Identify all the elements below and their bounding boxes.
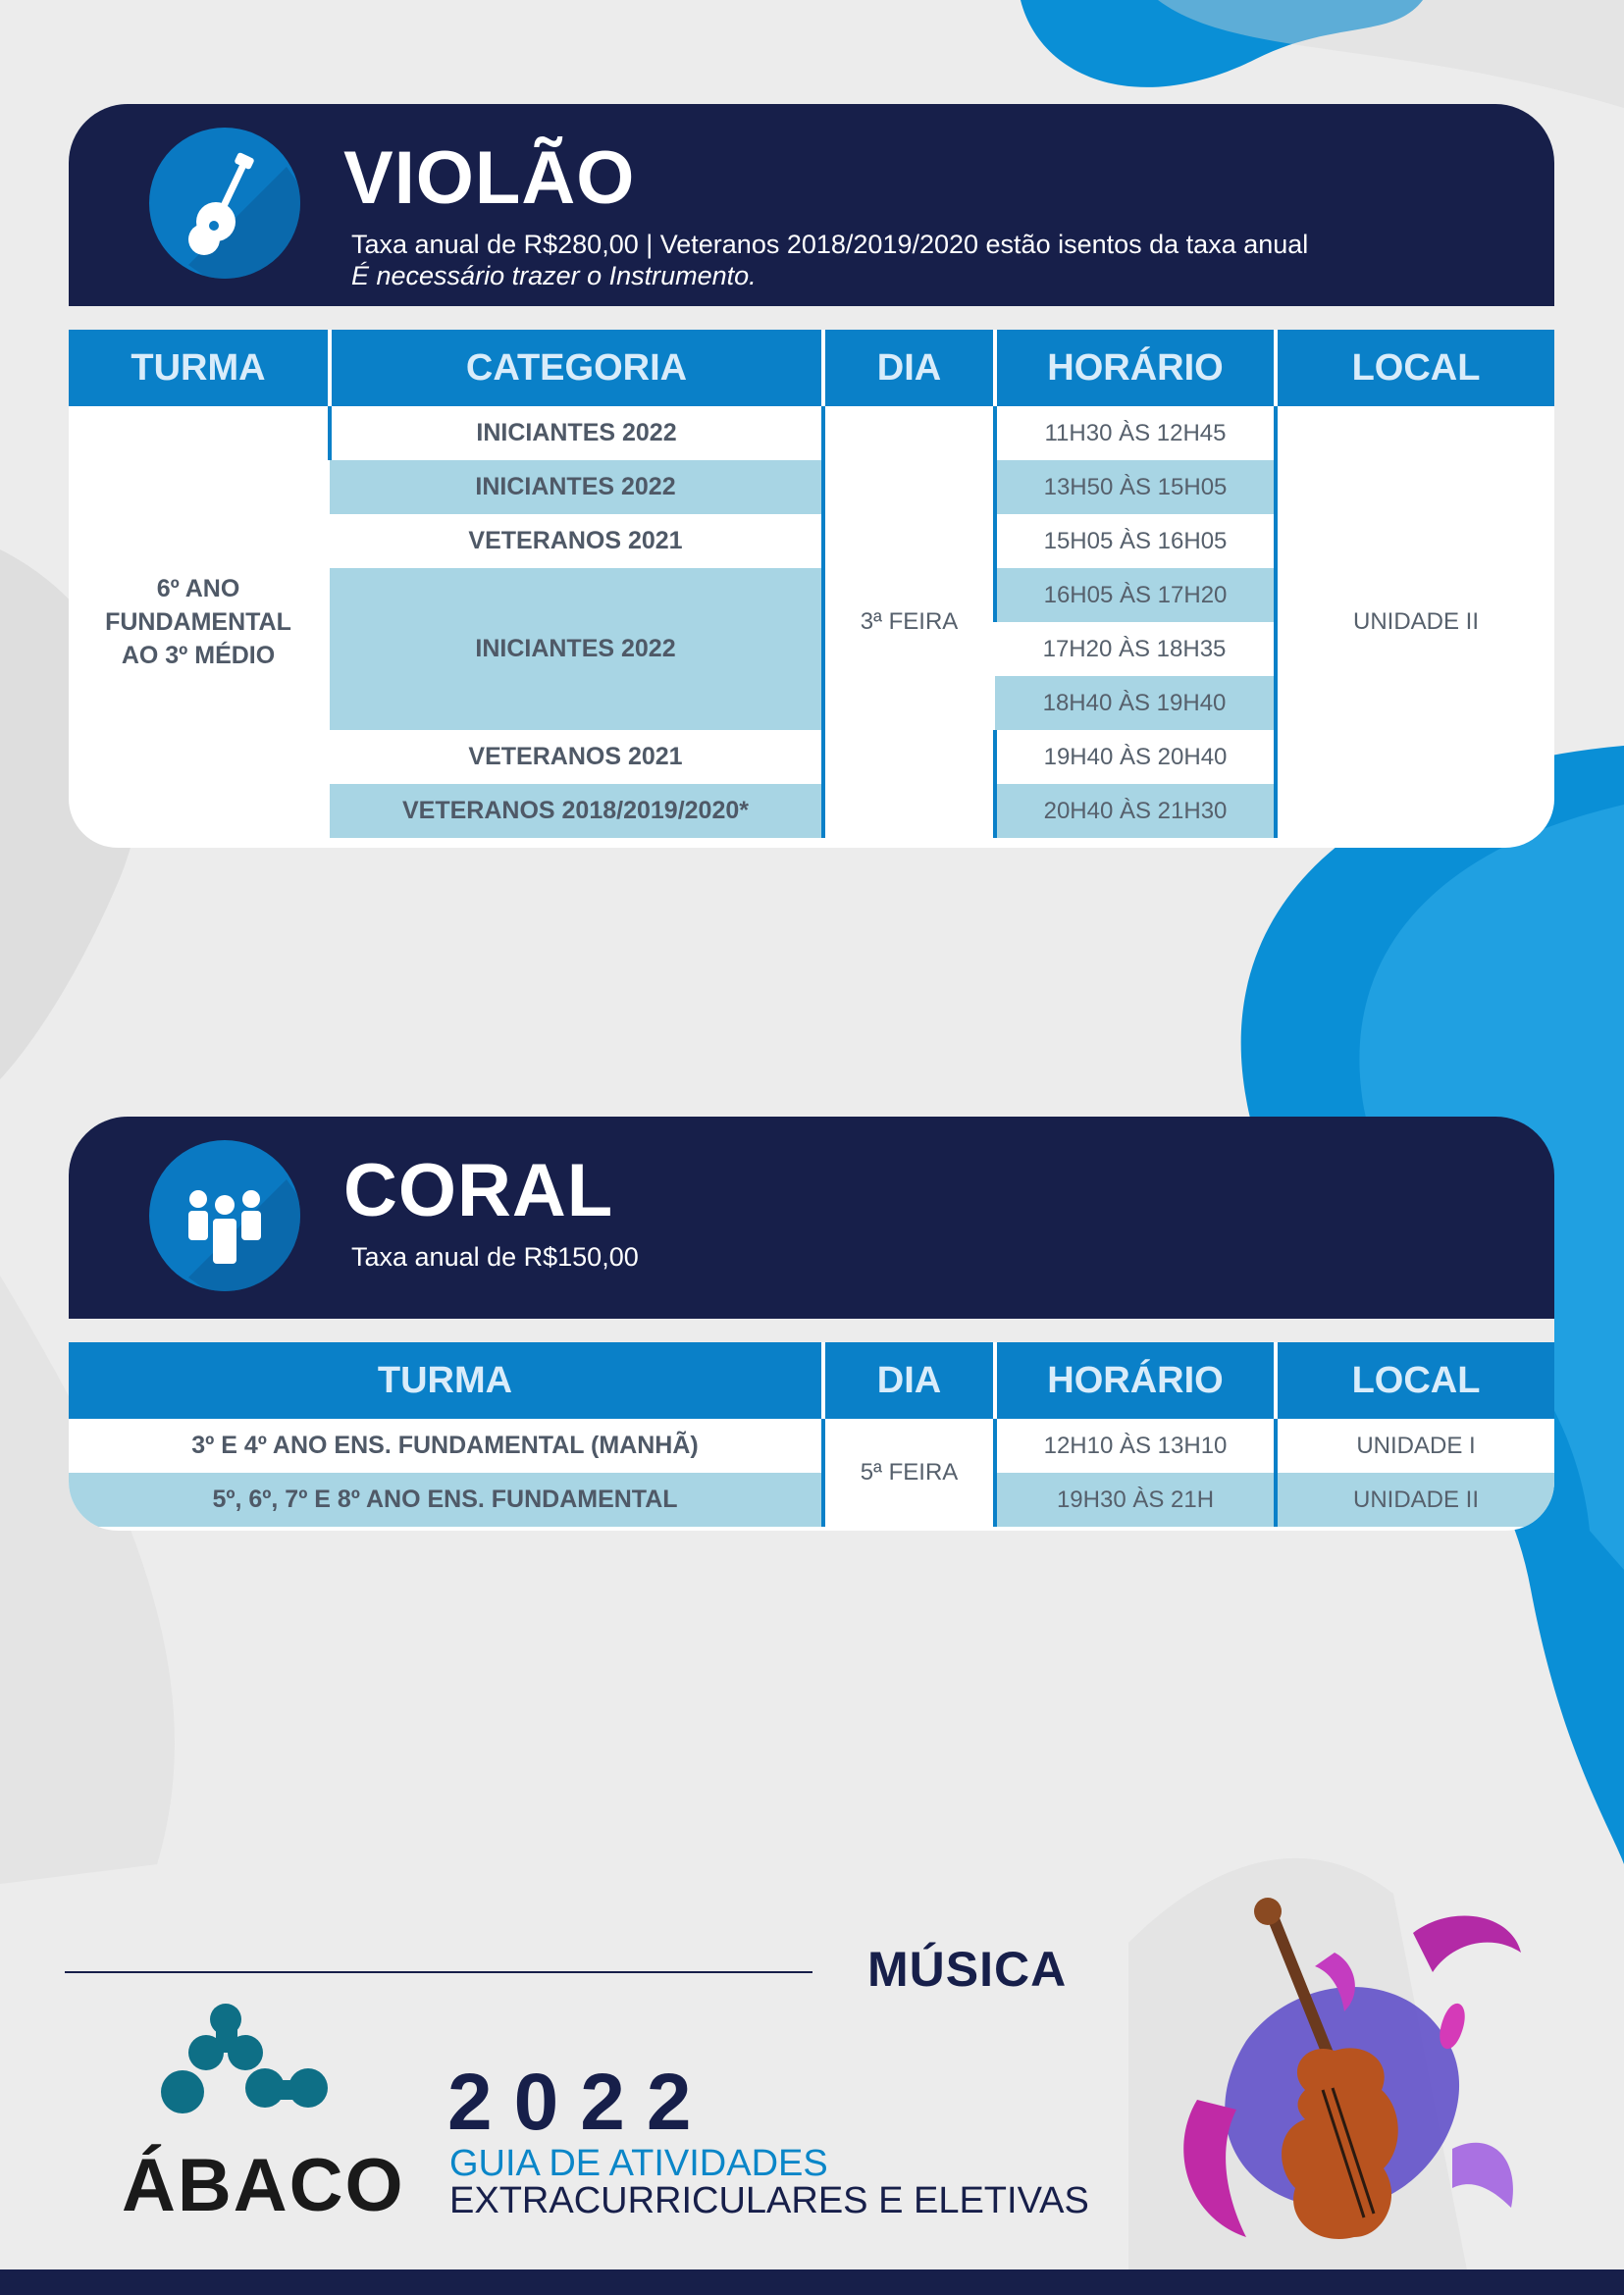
horario-cell: 20H40 ÀS 21H30 <box>995 784 1276 838</box>
abaco-logo-text: ÁBACO <box>122 2144 405 2227</box>
horario-cell: 19H40 ÀS 20H40 <box>995 730 1276 784</box>
choir-icon <box>149 1140 300 1291</box>
header-local: LOCAL <box>1276 1342 1554 1419</box>
footer-divider <box>65 1971 812 1973</box>
section-label: MÚSICA <box>867 1942 1068 1997</box>
table-row <box>69 1473 1554 1527</box>
abaco-logo-mark <box>147 2002 363 2149</box>
horario-cell: 12H10 ÀS 13H10 <box>995 1419 1276 1473</box>
categoria-cell: INICIANTES 2022 <box>330 460 823 514</box>
coral-section <box>69 1117 1554 1531</box>
categoria-cell: VETERANOS 2021 <box>468 743 683 770</box>
horario-cell: 13H50 ÀS 15H05 <box>995 460 1276 514</box>
turma-line: FUNDAMENTAL <box>105 608 291 636</box>
turma-line: AO 3º MÉDIO <box>121 642 276 669</box>
dia-cell: 5ª FEIRA <box>823 1419 995 1527</box>
violao-banner <box>69 104 1554 306</box>
horario-cell: 15H05 ÀS 16H05 <box>995 514 1276 568</box>
coral-table <box>69 1319 1554 1531</box>
turma-cell <box>69 406 330 838</box>
coral-banner <box>69 1117 1554 1319</box>
categoria-cell: INICIANTES 2022 <box>330 406 823 460</box>
guide-title-line1: GUIA DE ATIVIDADES <box>449 2143 828 2184</box>
violao-title: VIOLÃO <box>343 136 636 220</box>
violao-section <box>69 104 1554 848</box>
table-header <box>69 1342 1554 1419</box>
violao-note: É necessário trazer o Instrumento. <box>351 261 757 290</box>
turma-line: 6º ANO <box>156 575 240 602</box>
table-header <box>69 330 1554 406</box>
horario-cell: 17H20 ÀS 18H35 <box>1042 635 1227 662</box>
header-categoria: CATEGORIA <box>330 330 823 406</box>
coral-fee: Taxa anual de R$150,00 <box>351 1242 639 1272</box>
turma-cell: 3º E 4º ANO ENS. FUNDAMENTAL (MANHÃ) <box>191 1432 699 1459</box>
table-row <box>69 406 1554 460</box>
coral-title: CORAL <box>343 1149 614 1232</box>
header-turma: TURMA <box>69 330 330 406</box>
guide-year: 2022 <box>447 2058 713 2147</box>
horario-cell: 16H05 ÀS 17H20 <box>995 568 1276 622</box>
table-row <box>69 1419 1554 1473</box>
dia-cell: 3ª FEIRA <box>823 406 995 838</box>
violin-icon <box>1158 1894 1570 2286</box>
bottom-bar <box>0 2269 1624 2295</box>
categoria-cell: VETERANOS 2018/2019/2020* <box>330 784 823 838</box>
header-local: LOCAL <box>1276 330 1554 406</box>
header-turma: TURMA <box>69 1342 823 1419</box>
header-horario: HORÁRIO <box>995 330 1276 406</box>
horario-cell: 11H30 ÀS 12H45 <box>995 406 1276 460</box>
local-cell: UNIDADE II <box>1276 406 1554 838</box>
violao-fee: Taxa anual de R$280,00 | Veteranos 2018/2019/2020 estão isentos da taxa anual <box>351 230 1309 259</box>
header-dia: DIA <box>823 1342 995 1419</box>
guitar-icon <box>149 128 300 279</box>
horario-cell: 19H30 ÀS 21H <box>995 1473 1276 1527</box>
categoria-cell: VETERANOS 2021 <box>468 527 683 554</box>
local-cell: UNIDADE II <box>1276 1473 1554 1527</box>
categoria-cell: INICIANTES 2022 <box>330 568 823 730</box>
horario-cell: 18H40 ÀS 19H40 <box>995 676 1276 730</box>
header-dia: DIA <box>823 330 995 406</box>
violao-table <box>69 306 1554 848</box>
local-cell: UNIDADE I <box>1276 1419 1554 1473</box>
header-horario: HORÁRIO <box>995 1342 1276 1419</box>
guide-title-line2: EXTRACURRICULARES E ELETIVAS <box>449 2180 1089 2221</box>
turma-cell: 5º, 6º, 7º E 8º ANO ENS. FUNDAMENTAL <box>69 1473 823 1527</box>
